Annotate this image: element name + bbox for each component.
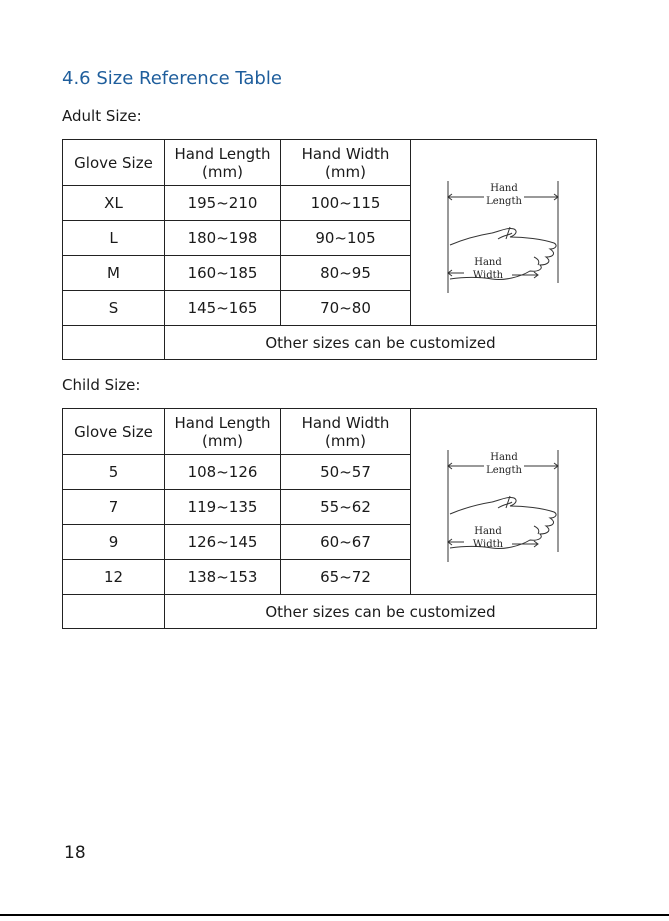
header-hand-width-unit: (mm) [325,431,366,450]
section-title: 4.6 Size Reference Table [62,68,282,89]
hand-measurement-diagram [434,173,574,293]
empty-cell [63,595,165,629]
hand-width-cell: 90~105 [281,221,411,256]
glove-size-cell: XL [63,186,165,221]
header-hand-width-title: Hand Width [301,144,390,163]
bottom-divider [0,914,669,916]
hand-diagram-cell [411,140,597,326]
hand-length-cell: 145~165 [165,291,281,326]
hand-length-cell: 195~210 [165,186,281,221]
hand-width-cell: 55~62 [281,490,411,525]
hand-measurement-diagram [434,442,574,562]
glove-size-cell: 5 [63,455,165,490]
hand-width-label-line1: Hand [473,525,502,537]
empty-cell [63,326,165,360]
hand-length-cell: 108~126 [165,455,281,490]
table-footer-row [63,326,597,360]
custom-sizes-note: Other sizes can be customized [165,326,597,360]
hand-width-cell: 80~95 [281,256,411,291]
hand-length-label-line1: Hand [489,451,518,463]
adult-size-label: Adult Size: [62,107,142,125]
hand-width-cell: 65~72 [281,560,411,595]
hand-width-cell: 60~67 [281,525,411,560]
child-size-label: Child Size: [62,376,141,394]
custom-sizes-note: Other sizes can be customized [165,595,597,629]
hand-length-label-line2: Length [485,464,522,476]
glove-size-cell: 9 [63,525,165,560]
header-hand-width [281,140,411,186]
hand-width-label-line2: Width [472,538,503,550]
glove-size-cell: 12 [63,560,165,595]
child-size-table [62,408,597,629]
header-hand-length [165,409,281,455]
header-hand-length-title: Hand Length [174,413,271,432]
header-hand-length-title: Hand Length [174,144,271,163]
glove-size-cell: M [63,256,165,291]
glove-size-cell: L [63,221,165,256]
page-number: 18 [64,843,86,863]
hand-length-label-line2: Length [485,195,522,207]
hand-length-cell: 138~153 [165,560,281,595]
hand-width-label-line2: Width [472,269,503,281]
header-hand-length-unit: (mm) [202,162,243,181]
header-hand-length-unit: (mm) [202,431,243,450]
hand-width-label-line1: Hand [473,256,502,268]
header-hand-length [165,140,281,186]
table-footer-row [63,595,597,629]
header-glove-size: Glove Size [63,140,165,186]
hand-width-cell: 50~57 [281,455,411,490]
header-hand-width-unit: (mm) [325,162,366,181]
glove-size-cell: 7 [63,490,165,525]
hand-length-cell: 180~198 [165,221,281,256]
header-hand-width [281,409,411,455]
hand-width-cell: 100~115 [281,186,411,221]
hand-length-cell: 126~145 [165,525,281,560]
hand-diagram-cell [411,409,597,595]
hand-length-label-line1: Hand [489,182,518,194]
hand-width-cell: 70~80 [281,291,411,326]
hand-length-cell: 119~135 [165,490,281,525]
header-glove-size: Glove Size [63,409,165,455]
hand-length-cell: 160~185 [165,256,281,291]
adult-size-table [62,139,597,360]
glove-size-cell: S [63,291,165,326]
header-hand-width-title: Hand Width [301,413,390,432]
